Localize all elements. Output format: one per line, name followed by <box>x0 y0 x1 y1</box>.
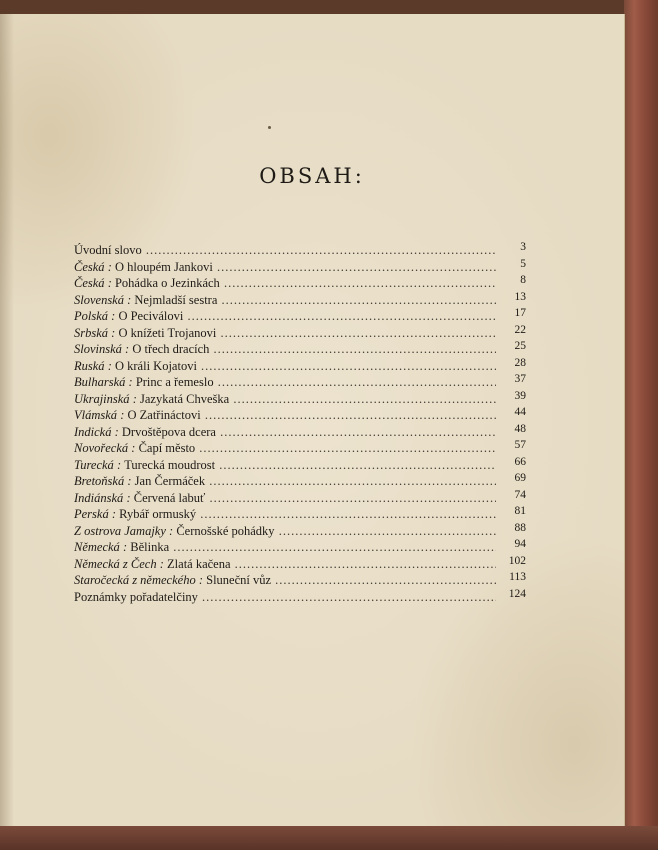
toc-entry <box>74 259 496 276</box>
toc-row <box>74 589 526 606</box>
toc-page-number: 22 <box>514 323 526 336</box>
toc-origin: Turecká <box>74 457 114 472</box>
toc-row <box>74 374 526 391</box>
toc-origin: Srbská <box>74 325 109 340</box>
toc-story-title: Sluneční vůz <box>206 573 272 587</box>
toc-entry <box>74 242 496 259</box>
toc-origin: Staročecká z německého <box>74 573 196 587</box>
toc-separator: : <box>165 523 177 538</box>
toc-story-title: O králi Kojatovi <box>114 358 197 373</box>
book-cover-edge <box>624 0 658 850</box>
toc-separator: : <box>104 259 115 274</box>
toc-row <box>74 506 526 523</box>
toc-entry <box>74 440 496 457</box>
toc-row <box>74 539 526 556</box>
toc-page-number: 44 <box>514 406 526 418</box>
toc-row <box>74 572 526 589</box>
toc-origin: Slovinská <box>74 342 122 356</box>
toc-row <box>74 308 526 325</box>
toc-row <box>74 242 526 259</box>
toc-row <box>74 457 526 474</box>
toc-separator: : <box>129 391 140 406</box>
toc-separator: : <box>117 408 128 422</box>
toc-row <box>74 259 526 276</box>
toc-origin: Německá z Čech <box>74 556 157 571</box>
toc-origin: Novořecká <box>74 441 129 455</box>
toc-page-number: 66 <box>514 455 526 468</box>
toc-origin: Indiánská <box>74 490 124 505</box>
toc-page-number: 124 <box>508 587 526 600</box>
spine-shadow <box>0 14 14 826</box>
toc-story-title: Černošské pohádky <box>176 523 275 538</box>
toc-row <box>74 391 526 408</box>
toc-separator: : <box>104 276 115 290</box>
toc-story-title: Poznámky pořadatelčiny <box>74 589 198 604</box>
toc-entry <box>74 275 496 292</box>
toc-story-title: Čapí město <box>138 441 196 455</box>
toc-story-title: Bělinka <box>130 540 170 554</box>
toc-separator: : <box>123 490 134 505</box>
toc-story-title: Drvoštěpova dcera <box>121 424 216 439</box>
toc-separator: : <box>121 342 133 356</box>
toc-row <box>74 325 526 342</box>
toc-page-number: 39 <box>514 389 526 402</box>
toc-entry <box>74 556 496 573</box>
toc-origin: Polská <box>74 309 109 323</box>
toc-origin: Perská <box>74 507 109 521</box>
toc-row <box>74 424 526 441</box>
toc-entry <box>74 391 496 408</box>
toc-story-title: Jan Čermáček <box>134 474 206 488</box>
toc-origin: Slovenská <box>74 292 124 307</box>
toc-entry <box>74 325 496 342</box>
toc-origin: Z ostrova Jamajky <box>74 523 166 538</box>
toc-entry <box>74 457 496 474</box>
toc-story-title: Princ a řemeslo <box>135 375 214 389</box>
toc-page-number: 13 <box>514 290 526 303</box>
toc-page-number: 25 <box>514 340 526 352</box>
toc-separator: : <box>124 474 135 488</box>
toc-row <box>74 275 526 292</box>
toc-separator: : <box>108 309 119 323</box>
toc-origin: Bulharská <box>74 375 126 389</box>
toc-origin: Česká <box>74 259 105 274</box>
toc-entry <box>74 539 496 556</box>
toc-origin: Německá <box>74 540 120 554</box>
toc-separator: : <box>195 573 207 587</box>
toc-story-title: O Zatřináctovi <box>127 408 201 422</box>
page-speck <box>268 126 271 129</box>
toc-row <box>74 556 526 573</box>
book-page <box>0 14 625 826</box>
toc-entry <box>74 589 496 606</box>
toc-page-number: 8 <box>520 274 526 286</box>
toc-row <box>74 473 526 490</box>
toc-entry <box>74 374 496 391</box>
toc-origin: Vlámská <box>74 408 118 422</box>
toc-entry <box>74 424 496 441</box>
toc-row <box>74 341 526 358</box>
toc-separator: : <box>119 540 131 554</box>
toc-origin: Ukrajinská <box>74 391 130 406</box>
toc-row <box>74 440 526 457</box>
toc-story-title: O knížeti Trojanovi <box>118 325 217 340</box>
toc-entry <box>74 490 496 507</box>
toc-story-title: Úvodní slovo <box>74 243 142 257</box>
toc-page-number: 81 <box>514 505 526 517</box>
toc-story-title: O Peciválovi <box>118 309 184 323</box>
toc-separator: : <box>108 325 119 340</box>
toc-entry <box>74 572 496 589</box>
toc-story-title: Zlatá kačena <box>167 556 231 571</box>
toc-page-number: 28 <box>514 356 526 369</box>
toc-separator: : <box>108 507 120 521</box>
toc-separator: : <box>156 556 168 571</box>
toc-origin: Česká <box>74 276 105 290</box>
toc-story-title: O hloupém Jankovi <box>114 259 213 274</box>
toc-entry <box>74 473 496 490</box>
toc-separator: : <box>111 424 122 439</box>
toc-page-number: 57 <box>514 439 526 451</box>
table-of-contents <box>74 242 526 605</box>
toc-story-title: Červená labuť <box>133 490 206 505</box>
toc-story-title: Jazykatá Chveška <box>139 391 230 406</box>
toc-page-number: 3 <box>520 241 526 253</box>
book-cover-bottom <box>0 826 658 850</box>
toc-entry <box>74 407 496 424</box>
toc-story-title: Pohádka o Jezinkách <box>114 276 220 290</box>
toc-page-number: 17 <box>514 307 526 319</box>
toc-origin: Indická <box>74 424 112 439</box>
toc-page-number: 94 <box>514 538 526 550</box>
toc-row <box>74 523 526 540</box>
toc-page-number: 102 <box>508 554 526 567</box>
toc-separator: : <box>128 441 139 455</box>
toc-entry <box>74 308 496 325</box>
toc-separator: : <box>113 457 125 472</box>
toc-separator: : <box>125 375 136 389</box>
toc-separator: : <box>123 292 135 307</box>
toc-page-number: 5 <box>520 257 526 270</box>
toc-entry <box>74 506 496 523</box>
toc-separator: : <box>104 358 115 373</box>
toc-page-number: 113 <box>509 571 526 583</box>
toc-row <box>74 407 526 424</box>
toc-row <box>74 358 526 375</box>
toc-entry <box>74 523 496 540</box>
page-title: OBSAH: <box>259 164 365 188</box>
toc-entry <box>74 358 496 375</box>
toc-origin: Bretoňská <box>74 474 125 488</box>
toc-entry <box>74 341 496 358</box>
toc-row <box>74 490 526 507</box>
toc-page-number: 74 <box>514 488 526 501</box>
toc-page-number: 69 <box>514 472 526 484</box>
toc-story-title: Turecká moudrost <box>124 457 216 472</box>
toc-story-title: O třech dracích <box>132 342 210 356</box>
toc-story-title: Rybář ormuský <box>119 507 197 521</box>
toc-entry <box>74 292 496 309</box>
toc-story-title: Nejmladší sestra <box>134 292 218 307</box>
toc-page-number: 88 <box>514 521 526 534</box>
toc-origin: Ruská <box>74 358 105 373</box>
toc-row <box>74 292 526 309</box>
toc-page-number: 48 <box>514 422 526 435</box>
toc-page-number: 37 <box>514 373 526 385</box>
